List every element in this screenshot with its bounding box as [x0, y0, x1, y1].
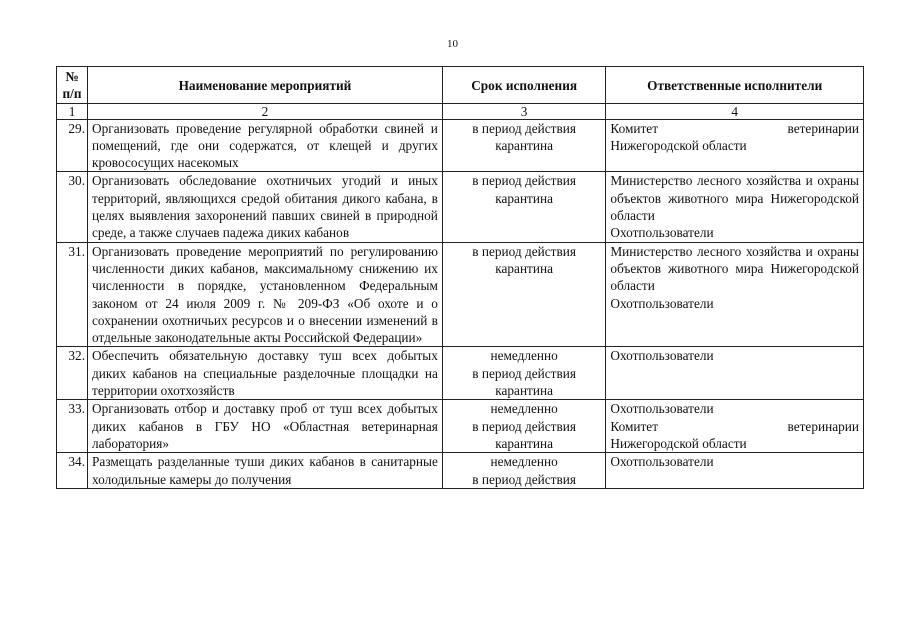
row-action: Организовать обследование охотничьих угодий и иных территорий, являющихся средой обитания дикого кабана, в целях выявления захоронений павших свиней в природной среде, а также случаев падежа диких кабанов [88, 172, 443, 242]
responsible-line: Нижегородской области [610, 137, 747, 153]
responsible-line: Охотпользователи [610, 401, 714, 417]
table-header-row [57, 67, 864, 104]
column-index: 3 [442, 103, 605, 119]
column-index-row [57, 103, 864, 119]
deadline-line: немедленно [490, 454, 558, 470]
deadline-line: в период действия [472, 120, 576, 136]
responsible-line [610, 120, 859, 137]
deadline-line: карантина [495, 190, 554, 206]
responsible-line: Министерство лесного хозяйства и охраны объектов животного мира Нижегородской области [610, 173, 859, 224]
row-action: Организовать проведение мероприятий по регулированию численности диких кабанов, максимальному снижению их численности в порядке, установленном Федеральным законом от 24 июля 2009 г. № 209-ФЗ «Об охоте и о сохранении охотничьих ресурсов и о внесении изменений в отдельные законодательные акты Российской Федерации» [88, 242, 443, 347]
row-number: 34. [57, 453, 88, 489]
deadline-line: карантина [495, 260, 554, 276]
deadline-line: в период действия [472, 418, 576, 434]
deadline-line: в период действия [472, 243, 576, 259]
row-number: 32. [57, 347, 88, 400]
measures-table [56, 66, 864, 489]
row-deadline [442, 400, 605, 453]
table-row [57, 347, 864, 400]
row-responsible [606, 242, 864, 347]
table-row [57, 453, 864, 489]
responsible-line: Министерство лесного хозяйства и охраны объектов животного мира Нижегородской области [610, 243, 859, 294]
responsible-word: ветеринарии [787, 418, 859, 434]
responsible-line: Охотпользователи [610, 295, 714, 311]
table-row [57, 242, 864, 347]
column-index: 2 [88, 103, 443, 119]
row-responsible [606, 347, 864, 400]
deadline-line: карантина [495, 435, 554, 451]
row-responsible [606, 453, 864, 489]
row-number: 30. [57, 172, 88, 242]
responsible-line: Охотпользователи [610, 348, 714, 364]
responsible-line [610, 418, 859, 435]
row-deadline [442, 119, 605, 172]
column-index: 4 [606, 103, 864, 119]
responsible-line: Охотпользователи [610, 225, 714, 241]
deadline-line: в период действия [472, 173, 576, 189]
row-responsible [606, 172, 864, 242]
row-deadline [442, 242, 605, 347]
column-index: 1 [57, 103, 88, 119]
row-deadline [442, 172, 605, 242]
table-row [57, 119, 864, 172]
deadline-line: немедленно [490, 401, 558, 417]
responsible-word: ветеринарии [787, 120, 859, 136]
responsible-word: Комитет [610, 120, 659, 136]
page-number: 10 [447, 38, 458, 50]
responsible-line: Нижегородской области [610, 435, 747, 451]
row-action: Организовать отбор и доставку проб от туш всех добытых диких кабанов в ГБУ НО «Областная ветеринарная лаборатория» [88, 400, 443, 453]
row-action: Организовать проведение регулярной обработки свиней и помещений, где они содержатся, от клещей и других кровососущих насекомых [88, 119, 443, 172]
table-row [57, 172, 864, 242]
header-deadline: Срок исполнения [442, 67, 605, 104]
deadline-line: карантина [495, 383, 554, 399]
row-responsible [606, 119, 864, 172]
table-body [57, 119, 864, 488]
row-action: Размещать разделанные туши диких кабанов в санитарные холодильные камеры до получения [88, 453, 443, 489]
header-number: № п/п [57, 67, 88, 104]
deadline-line: в период действия [472, 365, 576, 381]
header-responsible: Ответственные исполнители [606, 67, 864, 104]
responsible-word: Комитет [610, 418, 659, 434]
deadline-line: немедленно [490, 348, 558, 364]
row-deadline [442, 453, 605, 489]
row-number: 29. [57, 119, 88, 172]
row-responsible [606, 400, 864, 453]
deadline-line: в период действия [472, 471, 576, 487]
deadline-line: карантина [495, 137, 554, 153]
header-action: Наименование мероприятий [88, 67, 443, 104]
table-row [57, 400, 864, 453]
row-number: 31. [57, 242, 88, 347]
row-number: 33. [57, 400, 88, 453]
row-deadline [442, 347, 605, 400]
row-action: Обеспечить обязательную доставку туш всех добытых диких кабанов на специальные разделочные площадки на территории охотхозяйств [88, 347, 443, 400]
responsible-line: Охотпользователи [610, 454, 714, 470]
